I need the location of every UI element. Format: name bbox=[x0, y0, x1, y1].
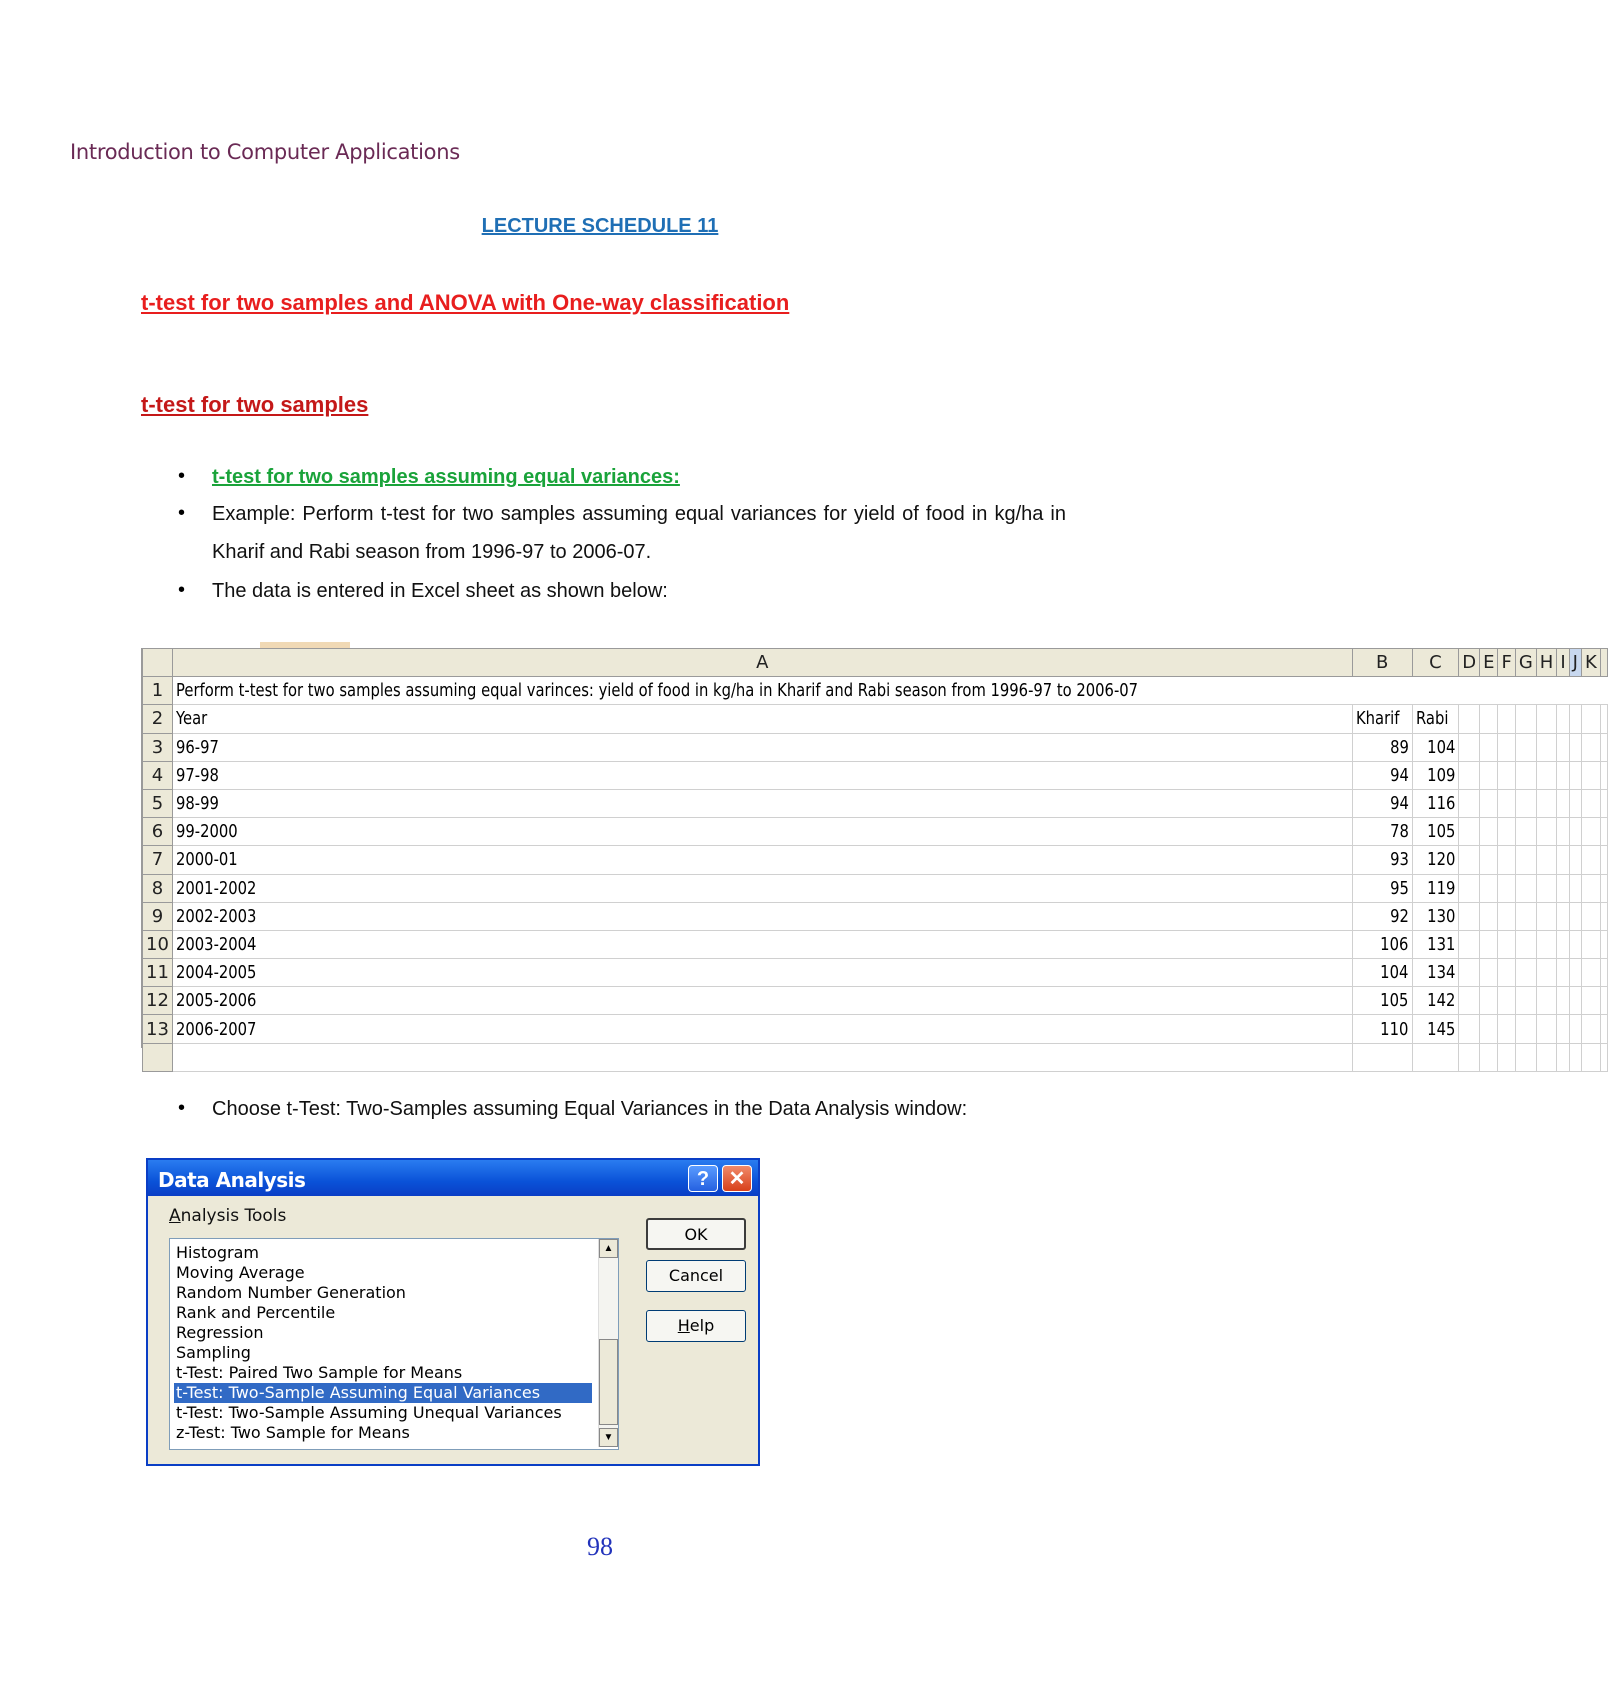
year-value: 98-99 bbox=[175, 793, 219, 815]
sheet-cell[interactable] bbox=[1536, 846, 1557, 874]
sheet-cell[interactable] bbox=[1581, 874, 1600, 902]
sheet-cell[interactable] bbox=[1459, 1043, 1480, 1071]
year-value: 96-97 bbox=[175, 736, 219, 758]
column-header-b[interactable]: B bbox=[1352, 649, 1412, 677]
sheet-cell[interactable] bbox=[1536, 818, 1557, 846]
page-number: 98 bbox=[587, 1532, 613, 1561]
bullet-data-entered: The data is entered in Excel sheet as shown below: bbox=[212, 580, 668, 602]
sheet-cell[interactable] bbox=[172, 874, 1352, 902]
year-value: 2003-2004 bbox=[175, 933, 257, 955]
table-row bbox=[143, 930, 1608, 958]
sheet-cell[interactable] bbox=[1536, 705, 1557, 733]
sheet-cell[interactable] bbox=[1536, 959, 1557, 987]
rabi-value: 134 bbox=[1427, 962, 1456, 984]
sheet-cell[interactable] bbox=[1412, 902, 1459, 930]
sheet-cell[interactable] bbox=[1600, 959, 1607, 987]
excel-spreadsheet bbox=[141, 648, 1597, 1048]
kharif-value: 94 bbox=[1389, 764, 1409, 786]
sheet-cell[interactable] bbox=[1480, 930, 1498, 958]
row-header[interactable]: 10 bbox=[143, 930, 173, 958]
ok-button[interactable]: OK bbox=[646, 1218, 746, 1250]
sheet-cell[interactable] bbox=[1459, 705, 1480, 733]
sheet-cell[interactable] bbox=[1498, 846, 1515, 874]
sheet-cell[interactable] bbox=[1569, 1015, 1581, 1043]
dialog-titlebar bbox=[148, 1160, 758, 1196]
analysis-tools-listbox[interactable] bbox=[169, 1238, 619, 1450]
sheet-cell[interactable] bbox=[172, 930, 1352, 958]
table-row bbox=[143, 959, 1608, 987]
table-row bbox=[143, 789, 1608, 817]
kharif-value: 78 bbox=[1389, 821, 1409, 843]
sheet-cell[interactable] bbox=[1352, 930, 1412, 958]
sheet-cell[interactable] bbox=[1498, 818, 1515, 846]
table-row bbox=[143, 761, 1608, 789]
sheet-cell[interactable] bbox=[1569, 874, 1581, 902]
sheet-cell[interactable] bbox=[1569, 818, 1581, 846]
list-item[interactable]: Random Number Generation bbox=[176, 1283, 406, 1302]
row-header[interactable]: 8 bbox=[143, 874, 173, 902]
sheet-cell[interactable] bbox=[1581, 677, 1600, 705]
sheet-cell[interactable] bbox=[1569, 761, 1581, 789]
sheet-cell[interactable] bbox=[1515, 733, 1536, 761]
sheet-cell[interactable] bbox=[1600, 1043, 1607, 1071]
access-key: A bbox=[169, 1206, 181, 1226]
access-key: H bbox=[677, 1316, 690, 1335]
list-item[interactable]: t-Test: Two-Sample Assuming Unequal Variances bbox=[176, 1403, 562, 1422]
sheet-tab-hint bbox=[260, 642, 350, 648]
sheet-cell[interactable] bbox=[1480, 846, 1498, 874]
sheet-cell[interactable] bbox=[1412, 705, 1459, 733]
sub-heading: t-test for two samples bbox=[141, 392, 369, 417]
sheet-cell[interactable] bbox=[1581, 959, 1600, 987]
sheet-cell[interactable] bbox=[1569, 789, 1581, 817]
sheet-cell[interactable] bbox=[1600, 733, 1607, 761]
row-header[interactable]: 5 bbox=[143, 789, 173, 817]
sheet-cell[interactable] bbox=[1600, 987, 1607, 1015]
sheet-cell[interactable] bbox=[1352, 818, 1412, 846]
sheet-cell[interactable] bbox=[1600, 874, 1607, 902]
sheet-cell[interactable] bbox=[1557, 959, 1569, 987]
kharif-value: 106 bbox=[1380, 933, 1409, 955]
sheet-cell[interactable] bbox=[1352, 677, 1412, 705]
sheet-cell[interactable] bbox=[1536, 1015, 1557, 1043]
sheet-cell[interactable] bbox=[1459, 733, 1480, 761]
year-value: 2002-2003 bbox=[175, 905, 257, 927]
row-header[interactable]: 4 bbox=[143, 761, 173, 789]
sheet-cell[interactable] bbox=[1557, 987, 1569, 1015]
sheet-cell[interactable] bbox=[1498, 789, 1515, 817]
year-value: 2001-2002 bbox=[175, 877, 257, 899]
sheet-cell[interactable] bbox=[1557, 930, 1569, 958]
sheet-cell[interactable] bbox=[1352, 987, 1412, 1015]
year-value: 99-2000 bbox=[175, 821, 238, 843]
cancel-button[interactable]: Cancel bbox=[646, 1260, 746, 1292]
sheet-cell[interactable] bbox=[1412, 930, 1459, 958]
row-header[interactable]: 2 bbox=[143, 705, 173, 733]
row-header[interactable]: 6 bbox=[143, 818, 173, 846]
sheet-cell[interactable] bbox=[1459, 677, 1480, 705]
year-value: 2004-2005 bbox=[175, 962, 257, 984]
data-analysis-dialog bbox=[146, 1158, 760, 1466]
column-header-g[interactable]: G bbox=[1515, 649, 1536, 677]
sheet-cell[interactable] bbox=[1515, 789, 1536, 817]
sheet-cell[interactable] bbox=[1600, 902, 1607, 930]
kharif-value: 104 bbox=[1380, 962, 1409, 984]
sheet-cell[interactable] bbox=[172, 761, 1352, 789]
sheet-cell[interactable] bbox=[1581, 761, 1600, 789]
year-value: 2000-01 bbox=[175, 849, 238, 871]
sheet-cell[interactable] bbox=[1569, 959, 1581, 987]
list-item[interactable]: t-Test: Two-Sample Assuming Equal Variances bbox=[174, 1383, 592, 1403]
table-row bbox=[143, 677, 1608, 705]
sheet-cell[interactable] bbox=[1498, 1043, 1515, 1071]
rabi-value: 119 bbox=[1427, 877, 1456, 899]
sheet-cell[interactable] bbox=[1515, 902, 1536, 930]
close-icon[interactable]: ✕ bbox=[722, 1165, 752, 1192]
sheet-cell[interactable] bbox=[1498, 930, 1515, 958]
sheet-cell[interactable] bbox=[1515, 930, 1536, 958]
year-value: 2006-2007 bbox=[175, 1018, 257, 1040]
sheet-cell[interactable] bbox=[1459, 1015, 1480, 1043]
sheet-cell[interactable] bbox=[1412, 789, 1459, 817]
sheet-cell[interactable] bbox=[1569, 705, 1581, 733]
column-header-row bbox=[143, 649, 1608, 677]
sheet-cell[interactable] bbox=[1536, 987, 1557, 1015]
column-header-j[interactable]: J bbox=[1569, 649, 1581, 677]
list-item[interactable]: t-Test: Paired Two Sample for Means bbox=[176, 1363, 463, 1382]
sheet-cell[interactable] bbox=[1352, 1043, 1412, 1071]
sheet-cell[interactable] bbox=[1498, 959, 1515, 987]
main-heading: t-test for two samples and ANOVA with One-way classification bbox=[141, 290, 790, 315]
year-value: 2005-2006 bbox=[175, 990, 257, 1012]
sheet-cell[interactable] bbox=[1459, 818, 1480, 846]
table-row bbox=[143, 874, 1608, 902]
sheet-cell[interactable] bbox=[1536, 874, 1557, 902]
sheet-cell[interactable] bbox=[1352, 761, 1412, 789]
sheet-cell[interactable] bbox=[1480, 761, 1498, 789]
sheet-cell[interactable] bbox=[1581, 1015, 1600, 1043]
sheet-cell[interactable] bbox=[1600, 846, 1607, 874]
sheet-cell[interactable] bbox=[1581, 705, 1600, 733]
scroll-down-icon[interactable]: ▼ bbox=[599, 1428, 618, 1447]
sheet-cell[interactable] bbox=[1352, 874, 1412, 902]
row-header[interactable]: 1 bbox=[143, 677, 173, 705]
sheet-cell[interactable] bbox=[1480, 902, 1498, 930]
column-header-i[interactable]: I bbox=[1557, 649, 1569, 677]
column-header-partial[interactable] bbox=[1600, 649, 1607, 677]
sheet-cell[interactable] bbox=[1557, 846, 1569, 874]
bullet-choose-ttest: Choose t-Test: Two-Samples assuming Equal Variances in the Data Analysis window: bbox=[212, 1098, 968, 1120]
sheet-cell[interactable] bbox=[1581, 930, 1600, 958]
sheet-cell[interactable] bbox=[1412, 733, 1459, 761]
sheet-cell[interactable] bbox=[1498, 1015, 1515, 1043]
sheet-cell[interactable] bbox=[1498, 733, 1515, 761]
sheet-cell[interactable] bbox=[1557, 761, 1569, 789]
sheet-cell[interactable] bbox=[1515, 1015, 1536, 1043]
sheet-cell[interactable] bbox=[1536, 789, 1557, 817]
sheet-cell[interactable] bbox=[1536, 902, 1557, 930]
sheet-cell[interactable] bbox=[1498, 705, 1515, 733]
sheet-cell[interactable] bbox=[1480, 987, 1498, 1015]
question-mark-icon[interactable]: ? bbox=[688, 1165, 718, 1192]
sheet-cell[interactable] bbox=[1498, 902, 1515, 930]
kharif-value: 93 bbox=[1389, 849, 1409, 871]
sheet-cell[interactable] bbox=[1498, 761, 1515, 789]
sheet-cell[interactable] bbox=[1557, 733, 1569, 761]
sheet-cell[interactable] bbox=[1352, 959, 1412, 987]
sheet-cell[interactable] bbox=[1557, 1043, 1569, 1071]
sheet-cell[interactable] bbox=[1412, 846, 1459, 874]
sheet-cell[interactable] bbox=[1581, 987, 1600, 1015]
scroll-up-icon[interactable]: ▲ bbox=[599, 1239, 618, 1258]
sheet-cell[interactable] bbox=[1480, 1015, 1498, 1043]
column-header-c[interactable]: C bbox=[1412, 649, 1459, 677]
sheet-cell[interactable] bbox=[1459, 987, 1480, 1015]
sheet-cell[interactable] bbox=[1557, 818, 1569, 846]
sheet-cell[interactable] bbox=[1569, 677, 1581, 705]
sheet-cell[interactable] bbox=[1352, 705, 1412, 733]
sheet-cell[interactable] bbox=[1581, 818, 1600, 846]
column-header-a[interactable]: A bbox=[172, 649, 1352, 677]
sheet-cell[interactable] bbox=[1480, 1043, 1498, 1071]
rabi-value: 120 bbox=[1427, 849, 1456, 871]
sheet-cell[interactable] bbox=[172, 789, 1352, 817]
sheet-cell[interactable] bbox=[1412, 1015, 1459, 1043]
sheet-cell[interactable] bbox=[1352, 902, 1412, 930]
sheet-cell[interactable] bbox=[1498, 677, 1515, 705]
sheet-title-text: Perform t-test for two samples assuming equal varinces: yield of food in kg/ha in Kharif and Rabi season from 1996-97 to 2006-07 bbox=[175, 680, 1138, 702]
sheet-cell[interactable] bbox=[1515, 761, 1536, 789]
sheet-cell[interactable] bbox=[1352, 1015, 1412, 1043]
rabi-value: 131 bbox=[1427, 933, 1456, 955]
sheet-grid bbox=[142, 648, 1608, 1072]
sheet-cell[interactable] bbox=[1480, 705, 1498, 733]
rabi-value: 104 bbox=[1427, 736, 1456, 758]
sheet-cell[interactable] bbox=[1557, 902, 1569, 930]
lecture-title: LECTURE SCHEDULE 11 bbox=[481, 215, 719, 237]
sheet-cell[interactable] bbox=[1581, 902, 1600, 930]
sheet-cell[interactable] bbox=[1569, 846, 1581, 874]
sheet-cell[interactable] bbox=[1515, 846, 1536, 874]
sheet-cell[interactable] bbox=[1498, 874, 1515, 902]
table-row bbox=[143, 1043, 1608, 1071]
label-rest: nalysis Tools bbox=[180, 1206, 287, 1226]
bullet-marker: • bbox=[178, 465, 186, 487]
kharif-value: 110 bbox=[1380, 1018, 1409, 1040]
sheet-cell[interactable] bbox=[1600, 818, 1607, 846]
sheet-cell[interactable] bbox=[1459, 902, 1480, 930]
bullet-marker: • bbox=[178, 502, 186, 524]
sheet-cell[interactable] bbox=[1536, 1043, 1557, 1071]
sheet-cell[interactable] bbox=[1352, 733, 1412, 761]
sheet-cell[interactable] bbox=[1536, 677, 1557, 705]
sheet-cell[interactable] bbox=[1536, 930, 1557, 958]
sheet-cell[interactable] bbox=[1515, 705, 1536, 733]
sheet-cell[interactable] bbox=[1569, 1043, 1581, 1071]
rabi-value: 105 bbox=[1427, 821, 1456, 843]
sheet-cell[interactable] bbox=[1515, 874, 1536, 902]
sheet-cell[interactable] bbox=[1480, 677, 1498, 705]
table-row bbox=[143, 987, 1608, 1015]
column-label: Kharif bbox=[1355, 708, 1400, 730]
sheet-cell[interactable] bbox=[172, 902, 1352, 930]
sheet-cell[interactable] bbox=[1569, 733, 1581, 761]
sheet-cell[interactable] bbox=[1515, 677, 1536, 705]
sheet-cell[interactable] bbox=[172, 987, 1352, 1015]
rabi-value: 145 bbox=[1427, 1018, 1456, 1040]
sheet-cell[interactable] bbox=[1459, 874, 1480, 902]
sheet-cell[interactable] bbox=[1459, 930, 1480, 958]
sheet-cell[interactable] bbox=[1600, 930, 1607, 958]
row-header[interactable] bbox=[143, 1043, 173, 1071]
column-header-e[interactable]: E bbox=[1480, 649, 1498, 677]
sheet-cell[interactable] bbox=[172, 705, 1352, 733]
sheet-cell[interactable] bbox=[1412, 818, 1459, 846]
sheet-cell[interactable] bbox=[1600, 705, 1607, 733]
sheet-cell[interactable] bbox=[1581, 1043, 1600, 1071]
bullet-marker: • bbox=[178, 579, 186, 601]
kharif-value: 95 bbox=[1389, 877, 1409, 899]
column-header-h[interactable]: H bbox=[1536, 649, 1557, 677]
sheet-cell[interactable] bbox=[172, 818, 1352, 846]
sheet-cell[interactable] bbox=[1480, 874, 1498, 902]
sheet-cell[interactable] bbox=[1480, 733, 1498, 761]
column-header-k[interactable]: K bbox=[1581, 649, 1600, 677]
kharif-value: 89 bbox=[1389, 736, 1409, 758]
sheet-cell[interactable] bbox=[1412, 761, 1459, 789]
kharif-value: 94 bbox=[1389, 793, 1409, 815]
sheet-cell[interactable] bbox=[1569, 930, 1581, 958]
sheet-cell[interactable] bbox=[1557, 1015, 1569, 1043]
listbox-scrollbar[interactable] bbox=[598, 1239, 618, 1447]
column-label: Rabi bbox=[1415, 708, 1449, 730]
sheet-cell[interactable] bbox=[1557, 789, 1569, 817]
rabi-value: 130 bbox=[1427, 905, 1456, 927]
sheet-cell[interactable] bbox=[1480, 959, 1498, 987]
sheet-cell[interactable] bbox=[1569, 987, 1581, 1015]
row-header[interactable]: 7 bbox=[143, 846, 173, 874]
sheet-cell[interactable] bbox=[1581, 846, 1600, 874]
row-header[interactable]: 3 bbox=[143, 733, 173, 761]
list-item[interactable]: Sampling bbox=[176, 1343, 251, 1362]
year-value: 97-98 bbox=[175, 764, 219, 786]
sheet-cell[interactable] bbox=[1412, 874, 1459, 902]
kharif-value: 92 bbox=[1389, 905, 1409, 927]
sheet-cell[interactable] bbox=[1557, 705, 1569, 733]
sheet-cell[interactable] bbox=[1459, 959, 1480, 987]
sheet-cell[interactable] bbox=[1480, 789, 1498, 817]
sheet-cell[interactable] bbox=[172, 677, 1352, 705]
rabi-value: 109 bbox=[1427, 764, 1456, 786]
list-item[interactable]: Moving Average bbox=[176, 1263, 305, 1282]
list-item[interactable]: z-Test: Two Sample for Means bbox=[176, 1423, 410, 1442]
row-header[interactable]: 11 bbox=[143, 959, 173, 987]
sheet-cell[interactable] bbox=[1412, 1043, 1459, 1071]
bullet-marker: • bbox=[178, 1097, 186, 1119]
sheet-cell[interactable] bbox=[172, 846, 1352, 874]
sheet-cell[interactable] bbox=[172, 733, 1352, 761]
sheet-cell[interactable] bbox=[1569, 902, 1581, 930]
sheet-cell[interactable] bbox=[1412, 959, 1459, 987]
label-rest: elp bbox=[689, 1316, 715, 1335]
kharif-value: 105 bbox=[1380, 990, 1409, 1012]
sheet-cell[interactable] bbox=[1352, 846, 1412, 874]
sheet-cell[interactable] bbox=[1581, 789, 1600, 817]
sheet-cell[interactable] bbox=[1600, 761, 1607, 789]
row-header[interactable]: 12 bbox=[143, 987, 173, 1015]
sheet-cell[interactable] bbox=[1459, 789, 1480, 817]
sheet-cell[interactable] bbox=[1557, 874, 1569, 902]
table-row bbox=[143, 818, 1608, 846]
sheet-cell[interactable] bbox=[1536, 733, 1557, 761]
sheet-cell[interactable] bbox=[1459, 761, 1480, 789]
sheet-cell[interactable] bbox=[1498, 987, 1515, 1015]
list-item[interactable]: Histogram bbox=[176, 1243, 259, 1262]
sheet-cell[interactable] bbox=[1515, 818, 1536, 846]
dialog-title: Data Analysis bbox=[158, 1168, 306, 1192]
table-row bbox=[143, 902, 1608, 930]
table-row bbox=[143, 846, 1608, 874]
column-header-d[interactable]: D bbox=[1459, 649, 1480, 677]
analysis-tools-label bbox=[169, 1206, 286, 1226]
sheet-cell[interactable] bbox=[1600, 677, 1607, 705]
sheet-corner[interactable] bbox=[143, 649, 173, 677]
sheet-cell[interactable] bbox=[1352, 789, 1412, 817]
rabi-value: 142 bbox=[1427, 990, 1456, 1012]
row-header[interactable]: 13 bbox=[143, 1015, 173, 1043]
list-item[interactable]: Regression bbox=[176, 1323, 264, 1342]
sheet-cell[interactable] bbox=[172, 1043, 1352, 1071]
list-item[interactable]: Rank and Percentile bbox=[176, 1303, 336, 1322]
scroll-thumb[interactable] bbox=[599, 1339, 618, 1425]
sheet-cell[interactable] bbox=[1515, 1043, 1536, 1071]
sheet-cell[interactable] bbox=[1600, 789, 1607, 817]
running-header: Introduction to Computer Applications bbox=[70, 140, 460, 164]
sheet-cell[interactable] bbox=[172, 1015, 1352, 1043]
table-row bbox=[143, 1015, 1608, 1043]
bullet-example: Example: Perform t-test for two samples assuming equal variances for yield of food in kg/ha in Kharif and Rabi season from 1996-97 to 2006-07. bbox=[212, 503, 1066, 563]
sheet-cell[interactable] bbox=[1412, 677, 1459, 705]
bullet-equal-variances: t-test for two samples assuming equal variances: bbox=[212, 466, 680, 488]
sheet-cell[interactable] bbox=[1480, 818, 1498, 846]
column-header-f[interactable]: F bbox=[1498, 649, 1515, 677]
sheet-cell[interactable] bbox=[1515, 959, 1536, 987]
table-row bbox=[143, 733, 1608, 761]
sheet-cell[interactable] bbox=[1600, 1015, 1607, 1043]
sheet-cell[interactable] bbox=[1515, 987, 1536, 1015]
row-header[interactable]: 9 bbox=[143, 902, 173, 930]
help-button[interactable] bbox=[646, 1310, 746, 1342]
table-row bbox=[143, 705, 1608, 733]
rabi-value: 116 bbox=[1427, 793, 1456, 815]
column-label: Year bbox=[175, 708, 208, 730]
sheet-cell[interactable] bbox=[172, 959, 1352, 987]
sheet-cell[interactable] bbox=[1536, 761, 1557, 789]
sheet-cell[interactable] bbox=[1459, 846, 1480, 874]
sheet-cell[interactable] bbox=[1412, 987, 1459, 1015]
sheet-cell[interactable] bbox=[1557, 677, 1569, 705]
sheet-cell[interactable] bbox=[1581, 733, 1600, 761]
